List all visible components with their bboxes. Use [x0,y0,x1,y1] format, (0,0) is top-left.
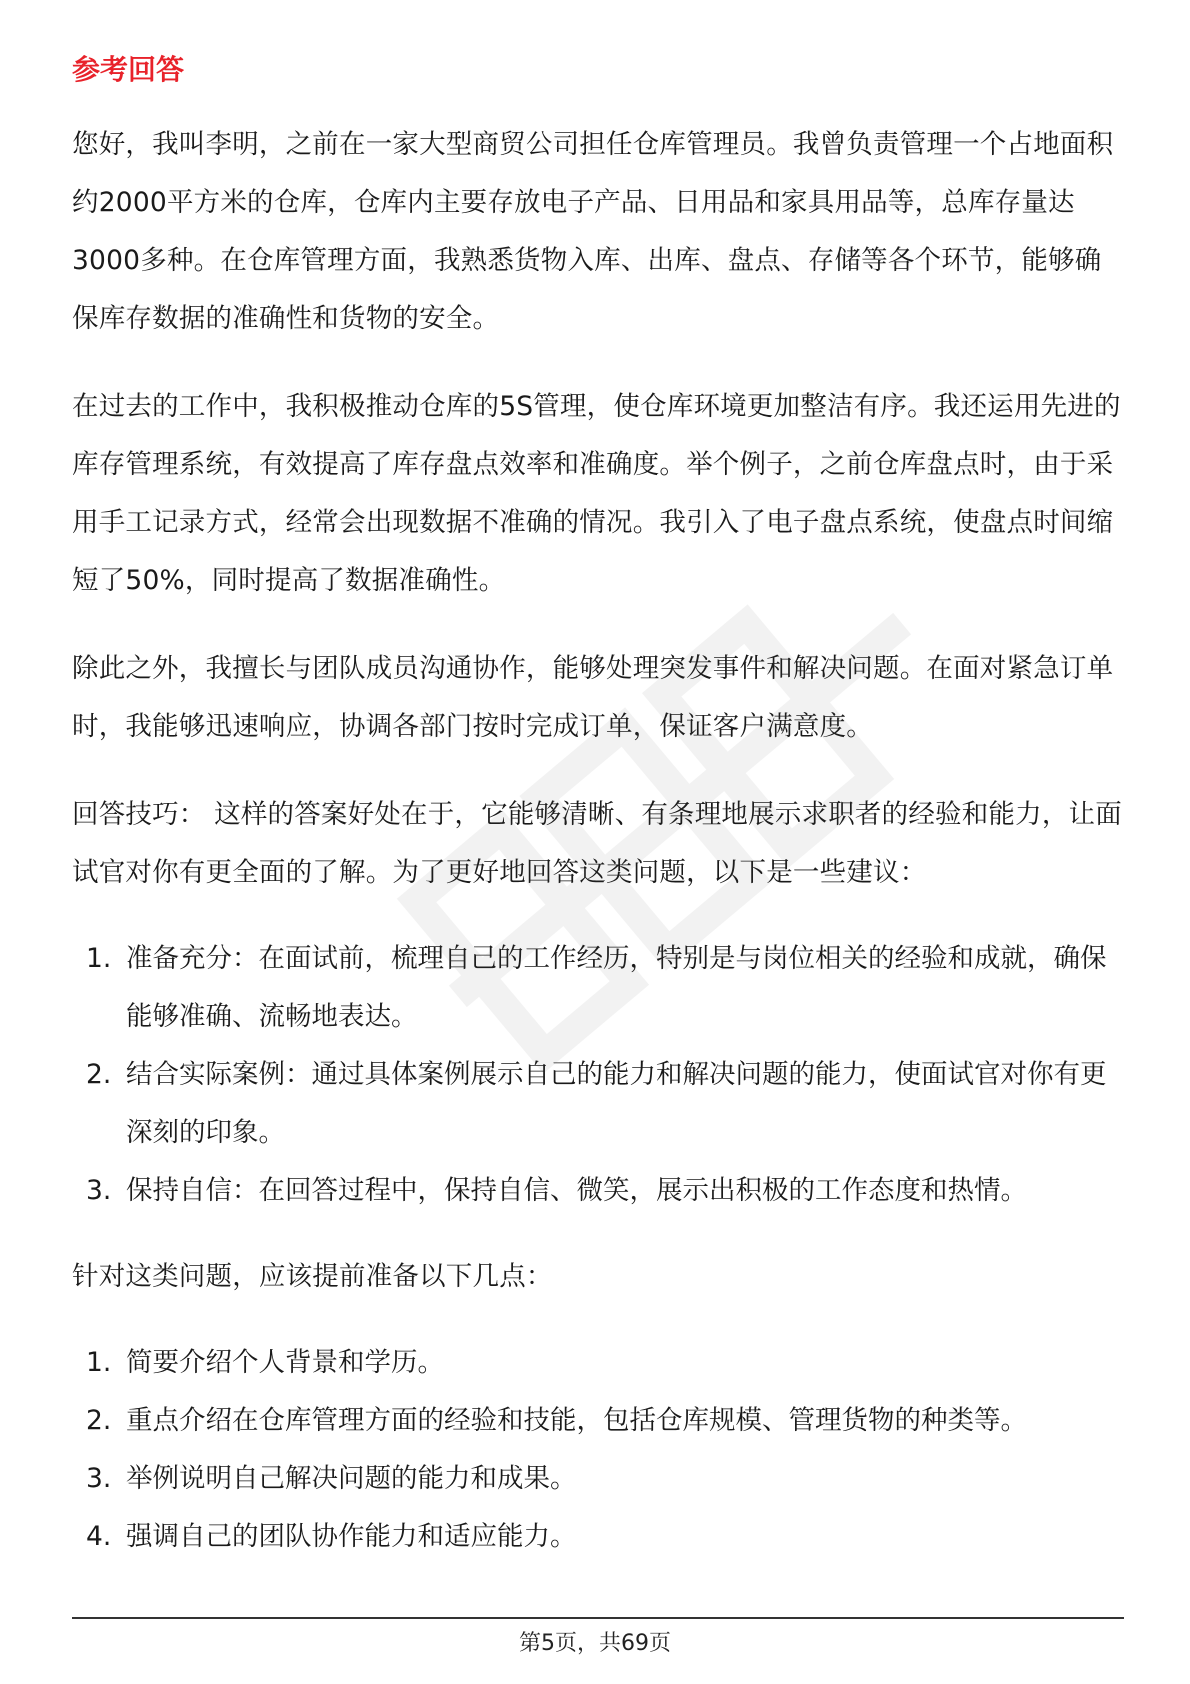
answer-paragraph-2: 在过去的工作中，我积极推动仓库的5S管理，使仓库环境更加整洁有序。我还运用先进的库存管理系统，有效提高了库存盘点效率和准确度。举个例子，之前仓库盘点时，由于采用手工记录方式，经常会出现数据不准确的情况。我引入了电子盘点系统，使盘点时间缩短了50%，同时提高了数据准确性。 [72,391,1121,596]
list-item [72,1392,1122,1450]
list-number: 2. [86,1059,112,1090]
list-number: 1. [86,943,112,974]
answer-tips-paragraph: 回答技巧： 这样的答案好处在于，它能够清晰、有条理地展示求职者的经验和能力，让面试官对你有更全面的了解。为了更好地回答这类问题，以下是一些建议： [72,799,1122,888]
list-item-text: 简要介绍个人背景和学历。 [126,1347,444,1378]
list-item-text: 准备充分：在面试前，梳理自己的工作经历，特别是与岗位相关的经验和成就，确保能够准确、流畅地表达。 [126,943,1107,1032]
list-number: 3. [86,1175,112,1206]
list-item [72,930,1122,1046]
list-item [72,1046,1122,1162]
list-item-text: 保持自信：在回答过程中，保持自信、微笑，展示出积极的工作态度和热情。 [126,1175,1027,1206]
document-page [72,0,1122,1684]
list-item-text: 举例说明自己解决问题的能力和成果。 [126,1463,577,1494]
list-item-text: 重点介绍在仓库管理方面的经验和技能，包括仓库规模、管理货物的种类等。 [126,1405,1027,1436]
list-item [72,1162,1122,1220]
page-number: 第5页，共69页 [519,1631,671,1656]
list-item [72,1450,1122,1508]
preparation-list [72,1334,1122,1566]
list-item [72,1508,1122,1566]
list-item [72,1334,1122,1392]
answer-paragraph-3: 除此之外，我擅长与团队成员沟通协作，能够处理突发事件和解决问题。在面对紧急订单时，我能够迅速响应，协调各部门按时完成订单，保证客户满意度。 [72,653,1114,742]
preparation-intro: 针对这类问题，应该提前准备以下几点： [72,1261,553,1292]
list-number: 2. [86,1405,112,1436]
answer-paragraph-1: 您好，我叫李明，之前在一家大型商贸公司担任仓库管理员。我曾负责管理一个占地面积约2000平方米的仓库，仓库内主要存放电子产品、日用品和家具用品等，总库存量达3000多种。在仓库管理方面，我熟悉货物入库、出库、盘点、存储等各个环节，能够确保库存数据的准确性和货物的安全。 [72,129,1114,334]
tips-list [72,930,1122,1220]
list-number: 3. [86,1463,112,1494]
list-number: 1. [86,1347,112,1378]
list-item-text: 强调自己的团队协作能力和适应能力。 [126,1521,577,1552]
section-heading: 参考回答 [72,53,185,86]
list-item-text: 结合实际案例：通过具体案例展示自己的能力和解决问题的能力，使面试官对你有更深刻的印象。 [126,1059,1107,1148]
footer-divider [72,1617,1124,1619]
list-number: 4. [86,1521,112,1552]
